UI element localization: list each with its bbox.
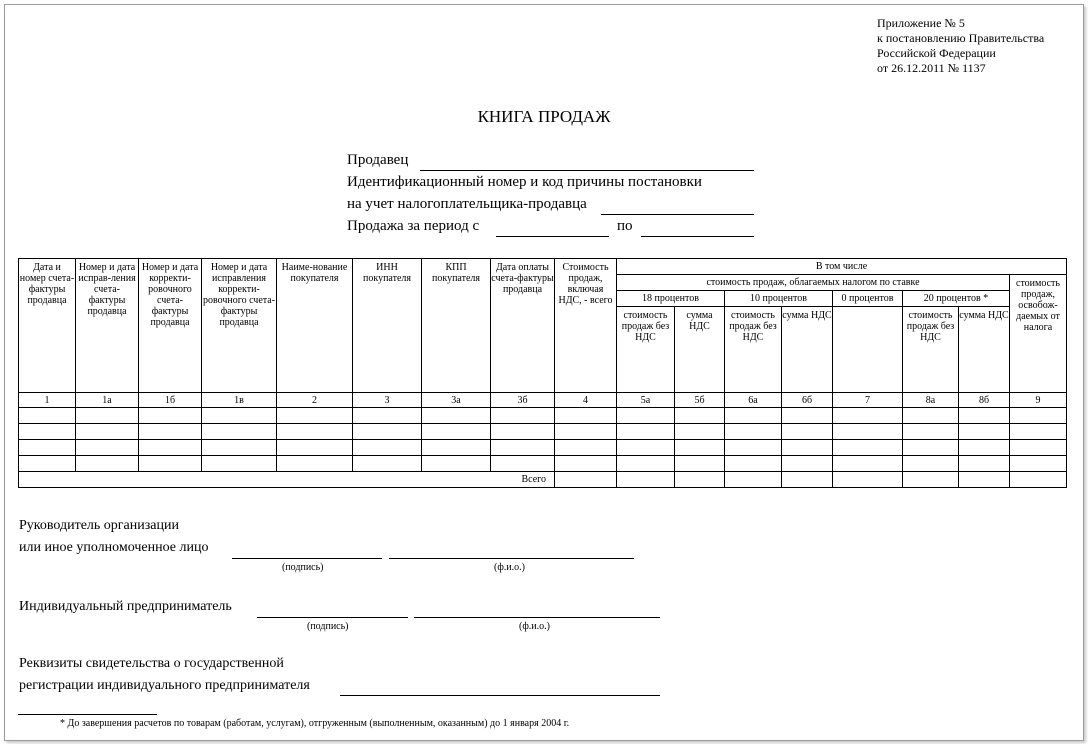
period-to-field[interactable] — [641, 236, 754, 237]
total-cell[interactable] — [833, 472, 903, 488]
entrepreneur-signature-caption: (подпись) — [307, 621, 349, 632]
appendix-line-2: к постановлению Правительства — [877, 31, 1045, 45]
total-cell[interactable] — [959, 472, 1010, 488]
table-cell[interactable] — [1010, 440, 1067, 456]
col-header-8b: сумма НДС — [959, 307, 1010, 393]
table-cell[interactable] — [725, 424, 782, 440]
head-signature-caption: (подпись) — [282, 562, 324, 573]
col-header-9: стоимость продаж, освобож-даемых от налога — [1010, 275, 1067, 393]
col-number: 5а — [617, 393, 675, 408]
entrepreneur-signature-field[interactable] — [257, 617, 408, 618]
appendix-line-1: Приложение № 5 — [877, 16, 965, 30]
table-cell[interactable] — [903, 456, 959, 472]
table-cell[interactable] — [725, 440, 782, 456]
table-cell[interactable] — [491, 440, 555, 456]
col-header-6a: стоимость продаж без НДС — [725, 307, 782, 393]
table-cell[interactable] — [903, 424, 959, 440]
table-cell[interactable] — [422, 408, 491, 424]
col-header-3a: КПП покупателя — [422, 259, 491, 393]
table-cell[interactable] — [491, 408, 555, 424]
col-number: 8б — [959, 393, 1010, 408]
table-cell[interactable] — [19, 424, 76, 440]
period-from-field[interactable] — [496, 236, 609, 237]
table-cell[interactable] — [675, 424, 725, 440]
rate-0-header: 0 процентов — [833, 291, 903, 307]
col-number: 1а — [76, 393, 139, 408]
table-cell[interactable] — [76, 440, 139, 456]
table-cell[interactable] — [959, 456, 1010, 472]
table-cell[interactable] — [353, 424, 422, 440]
table-cell[interactable] — [1010, 456, 1067, 472]
period-to-label: по — [617, 218, 633, 234]
table-cell[interactable] — [617, 424, 675, 440]
table-cell[interactable] — [833, 440, 903, 456]
table-cell[interactable] — [555, 456, 617, 472]
total-cell[interactable] — [782, 472, 833, 488]
table-cell[interactable] — [1010, 424, 1067, 440]
table-row[interactable] — [19, 424, 1067, 440]
col-number: 6б — [782, 393, 833, 408]
table-cell[interactable] — [202, 408, 277, 424]
col-header-2: Наиме-нование покупателя — [277, 259, 353, 393]
page-title: КНИГА ПРОДАЖ — [477, 107, 611, 126]
table-cell[interactable] — [202, 456, 277, 472]
col-number: 1 — [19, 393, 76, 408]
sales-book-table — [18, 258, 1067, 488]
table-row[interactable] — [19, 440, 1067, 456]
requisites-label-line2: регистрации индивидуального предпринимателя — [19, 678, 310, 693]
entrepreneur-name-caption: (ф.и.о.) — [519, 621, 550, 632]
inn-label-line1: Идентификационный номер и код причины постановки — [347, 174, 702, 190]
total-cell[interactable] — [725, 472, 782, 488]
col-header-1: Дата и номер счета-фактуры продавца — [19, 259, 76, 393]
table-cell[interactable] — [76, 456, 139, 472]
rate-10-header: 10 процентов — [725, 291, 833, 307]
inn-label-line2: на учет налогоплательщика-продавца — [347, 196, 587, 212]
table-cell[interactable] — [139, 440, 202, 456]
total-cell[interactable] — [617, 472, 675, 488]
table-cell[interactable] — [19, 440, 76, 456]
period-from-label: Продажа за период с — [347, 218, 480, 234]
table-cell[interactable] — [19, 456, 76, 472]
head-name-field[interactable] — [389, 558, 634, 559]
col-header-6b: сумма НДС — [782, 307, 833, 393]
head-label-line1: Руководитель организации — [19, 518, 179, 533]
head-name-caption: (ф.и.о.) — [494, 562, 525, 573]
table-cell[interactable] — [555, 408, 617, 424]
table-cell[interactable] — [19, 408, 76, 424]
table-cell[interactable] — [139, 408, 202, 424]
col-header-8a: стоимость продаж без НДС — [903, 307, 959, 393]
table-cell[interactable] — [139, 456, 202, 472]
table-cell[interactable] — [277, 408, 353, 424]
table-row[interactable] — [19, 456, 1067, 472]
appendix-line-4: от 26.12.2011 № 1137 — [877, 61, 986, 75]
col-number: 3 — [353, 393, 422, 408]
col-header-1b: Номер и дата корректи-ровочного счета-фактуры продавца — [139, 259, 202, 393]
head-signature-field[interactable] — [232, 558, 382, 559]
including-header: В том числе — [617, 259, 1067, 275]
table-cell[interactable] — [725, 408, 782, 424]
table-cell[interactable] — [959, 424, 1010, 440]
table-cell[interactable] — [833, 456, 903, 472]
inn-field[interactable] — [601, 214, 754, 215]
col-header-1v: Номер и дата исправления корректи-ровочного счета-фактуры продавца — [202, 259, 277, 393]
table-cell[interactable] — [422, 424, 491, 440]
table-cell[interactable] — [422, 440, 491, 456]
entrepreneur-label: Индивидуальный предприниматель — [19, 599, 232, 614]
table-cell[interactable] — [202, 440, 277, 456]
col-header-4: Стоимость продаж, включая НДС, - всего — [555, 259, 617, 393]
table-cell[interactable] — [353, 456, 422, 472]
table-row[interactable] — [19, 408, 1067, 424]
table-cell[interactable] — [555, 440, 617, 456]
table-cell[interactable] — [959, 408, 1010, 424]
table-cell[interactable] — [782, 408, 833, 424]
table-cell[interactable] — [277, 456, 353, 472]
col-header-5a: стоимость продаж без НДС — [617, 307, 675, 393]
footnote: * До завершения расчетов по товарам (работам, услугам), отгруженным (выполненным, оказанным) до 1 января 2004 г. — [60, 718, 570, 729]
table-cell[interactable] — [782, 424, 833, 440]
col-number: 5б — [675, 393, 725, 408]
col-number: 2 — [277, 393, 353, 408]
col-number: 1в — [202, 393, 277, 408]
table-cell[interactable] — [617, 408, 675, 424]
col-number: 9 — [1010, 393, 1067, 408]
table-cell[interactable] — [76, 424, 139, 440]
total-cell[interactable] — [903, 472, 959, 488]
table-cell[interactable] — [725, 456, 782, 472]
col-header-5b: сумма НДС — [675, 307, 725, 393]
header-row-1 — [19, 259, 1067, 275]
footnote-divider — [18, 714, 157, 715]
entrepreneur-name-field[interactable] — [414, 617, 660, 618]
table-cell[interactable] — [202, 424, 277, 440]
total-label: Всего — [19, 472, 555, 488]
table-cell[interactable] — [491, 456, 555, 472]
table-cell[interactable] — [675, 456, 725, 472]
table-cell[interactable] — [833, 408, 903, 424]
head-label-line2: или иное уполномоченное лицо — [19, 540, 209, 555]
requisites-label-line1: Реквизиты свидетельства о государственной — [19, 656, 284, 671]
seller-label: Продавец — [347, 152, 409, 168]
col-number: 4 — [555, 393, 617, 408]
table-cell[interactable] — [617, 440, 675, 456]
rate-18-header: 18 процентов — [617, 291, 725, 307]
table-cell[interactable] — [617, 456, 675, 472]
col-number: 3а — [422, 393, 491, 408]
table-cell[interactable] — [353, 440, 422, 456]
col-number: 7 — [833, 393, 903, 408]
table-cell[interactable] — [903, 440, 959, 456]
table-cell[interactable] — [555, 424, 617, 440]
column-number-row — [19, 393, 1067, 408]
total-cell[interactable] — [1010, 472, 1067, 488]
table-cell[interactable] — [491, 424, 555, 440]
col-header-3b: Дата оплаты счета-фактуры продавца — [491, 259, 555, 393]
table-cell[interactable] — [833, 424, 903, 440]
table-cell[interactable] — [675, 408, 725, 424]
total-cell[interactable] — [675, 472, 725, 488]
col-header-3: ИНН покупателя — [353, 259, 422, 393]
total-row — [19, 472, 1067, 488]
table-cell[interactable] — [139, 424, 202, 440]
table-cell[interactable] — [959, 440, 1010, 456]
table-cell[interactable] — [675, 440, 725, 456]
col-header-7 — [833, 307, 903, 393]
rate-20-header: 20 процентов * — [903, 291, 1010, 307]
col-number: 3б — [491, 393, 555, 408]
table-cell[interactable] — [76, 408, 139, 424]
col-number: 1б — [139, 393, 202, 408]
table-cell[interactable] — [782, 456, 833, 472]
requisites-field[interactable] — [340, 695, 660, 696]
appendix-note — [877, 16, 1044, 76]
col-header-1a: Номер и дата исправ-ления счета-фактуры продавца — [76, 259, 139, 393]
total-cell[interactable] — [555, 472, 617, 488]
col-number: 8а — [903, 393, 959, 408]
table-cell[interactable] — [1010, 408, 1067, 424]
by-rate-header: стоимость продаж, облагаемых налогом по ставке — [617, 275, 1010, 291]
table-cell[interactable] — [782, 440, 833, 456]
table-cell[interactable] — [353, 408, 422, 424]
appendix-line-3: Российской Федерации — [877, 46, 996, 60]
seller-field[interactable] — [420, 170, 754, 171]
table-cell[interactable] — [903, 408, 959, 424]
table-cell[interactable] — [277, 440, 353, 456]
table-cell[interactable] — [422, 456, 491, 472]
col-number: 6а — [725, 393, 782, 408]
table-cell[interactable] — [277, 424, 353, 440]
